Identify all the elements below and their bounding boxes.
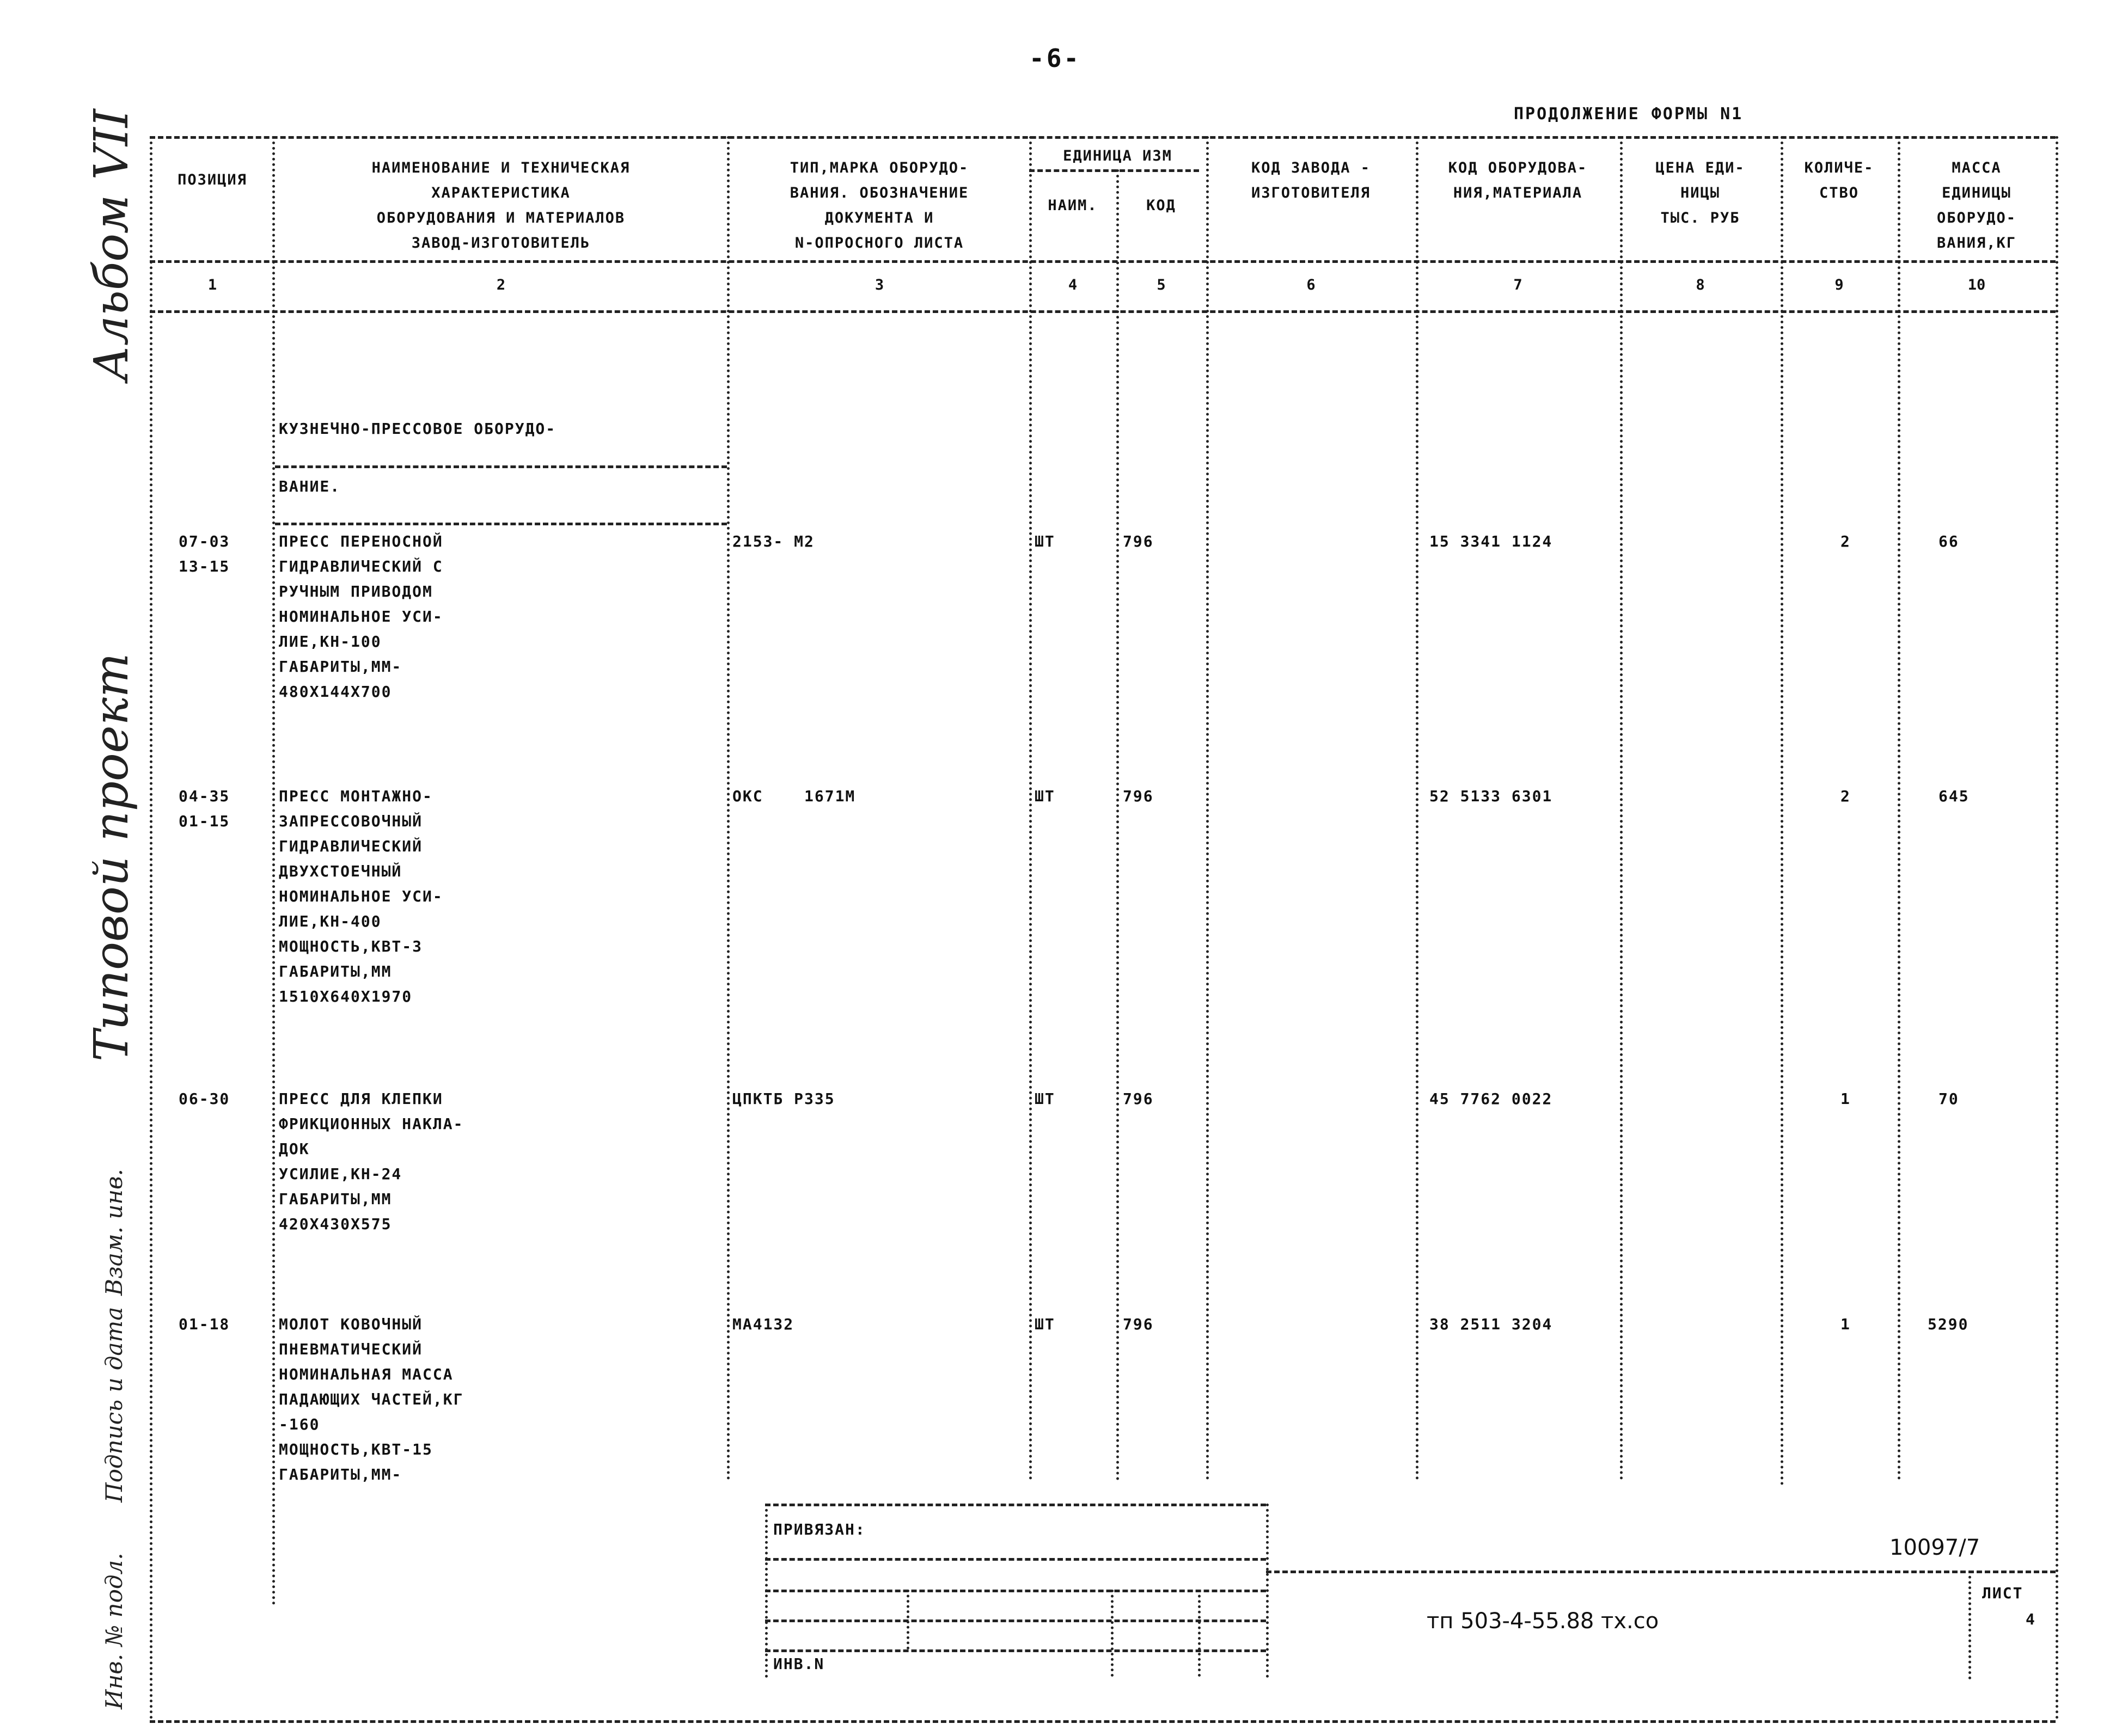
stamp-divider-right — [1266, 1571, 2056, 1573]
header-type: ТИП,МАРКА ОБОРУДО- ВАНИЯ. ОБОЗНАЧЕНИЕ ДОКУМЕНТА И N-ОПРОСНОГО ЛИСТА — [790, 160, 969, 251]
stamp-sheet-number: 4 — [2026, 1610, 2036, 1628]
header-name: НАИМЕНОВАНИЕ И ТЕХНИЧЕСКАЯ ХАРАКТЕРИСТИКА ОБОРУДОВАНИЯ И МАТЕРИАЛОВ ЗАВОД-ИЗГОТОВИТЕЛЬ — [371, 160, 631, 251]
header-unit-group: ЕДИНИЦА ИЗМ — [1063, 148, 1172, 164]
section-divider-2 — [275, 523, 727, 525]
row4-unit: ШТ — [1035, 1315, 1055, 1333]
stamp-divider-1 — [765, 1558, 1266, 1561]
stamp-sheet-sep — [1968, 1571, 1971, 1679]
row2-equipment-code: 52 5133 6301 — [1429, 787, 1553, 805]
row4-equipment-code: 38 2511 3204 — [1429, 1315, 1553, 1333]
stamp-sep-0 — [765, 1504, 768, 1678]
row3-unit: ШТ — [1035, 1090, 1055, 1108]
stamp-sep-3 — [1198, 1590, 1201, 1677]
colnum-10: 10 — [1967, 277, 1986, 293]
stamp-divider-3 — [765, 1620, 1266, 1622]
stamp-divider-4 — [765, 1649, 1266, 1652]
colnum-6: 6 — [1306, 277, 1316, 293]
unit-group-divider — [1029, 169, 1199, 172]
col-sep-10 — [2056, 136, 2058, 1720]
stamp-doc-number: 10097/7 — [1889, 1535, 1980, 1560]
row2-mass: 645 — [1938, 787, 1970, 805]
colnum-8: 8 — [1696, 277, 1705, 293]
row1-unit-code: 796 — [1123, 532, 1154, 550]
row1-quantity: 2 — [1840, 532, 1851, 550]
col-sep-8 — [1781, 136, 1783, 1486]
colnum-2: 2 — [496, 277, 506, 293]
row1-unit: ШТ — [1035, 532, 1055, 550]
col-sep-2 — [727, 136, 730, 1481]
margin-inv-label: Инв. № подл. — [101, 1553, 127, 1709]
stamp-privyazan-label: ПРИВЯЗАН: — [773, 1520, 866, 1538]
row3-equipment-code: 45 7762 0022 — [1429, 1090, 1553, 1108]
row3-unit-code: 796 — [1123, 1090, 1154, 1108]
colnum-7: 7 — [1513, 277, 1522, 293]
col-sep-6 — [1416, 136, 1418, 1481]
row2-unit-code: 796 — [1123, 787, 1154, 805]
row4-unit-code: 796 — [1123, 1315, 1154, 1333]
form-continuation-label: ПРОДОЛЖЕНИЕ ФОРМЫ N1 — [1514, 105, 1744, 124]
row4-position: 01-18 — [179, 1315, 230, 1333]
stamp-inv-label: ИНВ.N — [773, 1655, 825, 1673]
row2-name: ПРЕСС МОНТАЖНО- ЗАПРЕССОВОЧНЫЙ ГИДРАВЛИЧЕСКИЙ ДВУХСТОЕЧНЫЙ НОМИНАЛЬНОЕ УСИ- ЛИЕ,КН-400 МОЩНОСТЬ,КВТ-3 ГАБАРИТЫ,ММ 1510Х640Х1970 — [279, 787, 443, 1005]
row4-type: МА4132 — [732, 1315, 794, 1333]
col-sep-1 — [272, 136, 275, 1606]
stamp-top-border — [765, 1504, 1266, 1506]
colnum-bottom-border — [150, 310, 2056, 313]
colnum-3: 3 — [875, 277, 884, 293]
row2-position: 04-35 01-15 — [179, 787, 230, 830]
stamp-document-code: тп 503-4-55.88 тх.со — [1427, 1609, 1659, 1634]
page-number: -6- — [1029, 44, 1081, 73]
row1-name: ПРЕСС ПЕРЕНОСНОЙ ГИДРАВЛИЧЕСКИЙ С РУЧНЫМ ПРИВОДОМ НОМИНАЛЬНОЕ УСИ- ЛИЕ,КН-100 ГАБАРИТЫ,ММ- 480Х144Х700 — [279, 532, 443, 701]
header-bottom-border — [150, 260, 2056, 263]
margin-replace-label: Взам. инв. — [101, 1169, 127, 1296]
header-factory-code: КОД ЗАВОДА - ИЗГОТОВИТЕЛЯ — [1251, 160, 1371, 201]
row2-type: ОКС 1671М — [732, 787, 856, 805]
colnum-9: 9 — [1834, 277, 1844, 293]
col-sep-0 — [150, 136, 152, 1720]
col-sep-9 — [1898, 136, 1900, 1481]
row3-name: ПРЕСС ДЛЯ КЛЕПКИ ФРИКЦИОННЫХ НАКЛА- ДОК УСИЛИЕ,КН-24 ГАБАРИТЫ,ММ 420Х430Х575 — [279, 1090, 464, 1233]
header-unit-name: НАИМ. — [1048, 197, 1098, 214]
row4-name: МОЛОТ КОВОЧНЫЙ ПНЕВМАТИЧЕСКИЙ НОМИНАЛЬНАЯ МАССА ПАДАЮЩИХ ЧАСТЕЙ,КГ -160 МОЩНОСТЬ,КВТ-15 ГАБАРИТЫ,ММ- — [279, 1315, 464, 1483]
row1-type: 2153- М2 — [732, 532, 815, 550]
header-equipment-code: КОД ОБОРУДОВА- НИЯ,МАТЕРИАЛА — [1448, 160, 1588, 201]
row1-mass: 66 — [1938, 532, 1959, 550]
header-quantity: КОЛИЧЕ- СТВО — [1804, 160, 1874, 201]
stamp-sheet-label: ЛИСТ — [1982, 1584, 2023, 1602]
section-title: КУЗНЕЧНО-ПРЕССОВОЕ ОБОРУДО- ВАНИЕ. — [279, 420, 557, 495]
margin-signature-label: Подпись и дата — [101, 1306, 127, 1502]
stamp-divider-2 — [765, 1590, 1266, 1592]
table-bottom-border — [150, 1720, 2056, 1723]
row3-quantity: 1 — [1840, 1090, 1851, 1108]
colnum-5: 5 — [1157, 277, 1166, 293]
col-sep-5 — [1206, 136, 1209, 1481]
row4-mass: 5290 — [1928, 1315, 1969, 1333]
row3-type: ЦПКТБ Р335 — [732, 1090, 835, 1108]
colnum-4: 4 — [1068, 277, 1078, 293]
header-mass: МАССА ЕДИНИЦЫ ОБОРУДО- ВАНИЯ,КГ — [1936, 160, 2017, 251]
header-price: ЦЕНА ЕДИ- НИЦЫ ТЫС. РУБ — [1655, 160, 1745, 226]
margin-project-label: Типовой проект — [84, 653, 139, 1062]
stamp-sep-1 — [907, 1590, 909, 1649]
row2-unit: ШТ — [1035, 787, 1055, 805]
row1-equipment-code: 15 3341 1124 — [1429, 532, 1553, 550]
colnum-1: 1 — [207, 277, 217, 293]
margin-album-label: Альбом VII — [84, 109, 139, 381]
row1-position: 07-03 13-15 — [179, 532, 230, 575]
row4-quantity: 1 — [1840, 1315, 1851, 1333]
header-position: ПОЗИЦИЯ — [178, 171, 247, 188]
row2-quantity: 2 — [1840, 787, 1851, 805]
row3-position: 06-30 — [179, 1090, 230, 1108]
col-sep-3 — [1029, 136, 1032, 1481]
row3-mass: 70 — [1938, 1090, 1959, 1108]
stamp-sep-2 — [1111, 1590, 1114, 1677]
col-sep-7 — [1620, 136, 1623, 1481]
table-top-border — [150, 136, 2056, 139]
stamp-sep-4 — [1266, 1504, 1269, 1678]
col-sep-4 — [1116, 169, 1119, 1481]
header-unit-code: КОД — [1146, 197, 1176, 214]
